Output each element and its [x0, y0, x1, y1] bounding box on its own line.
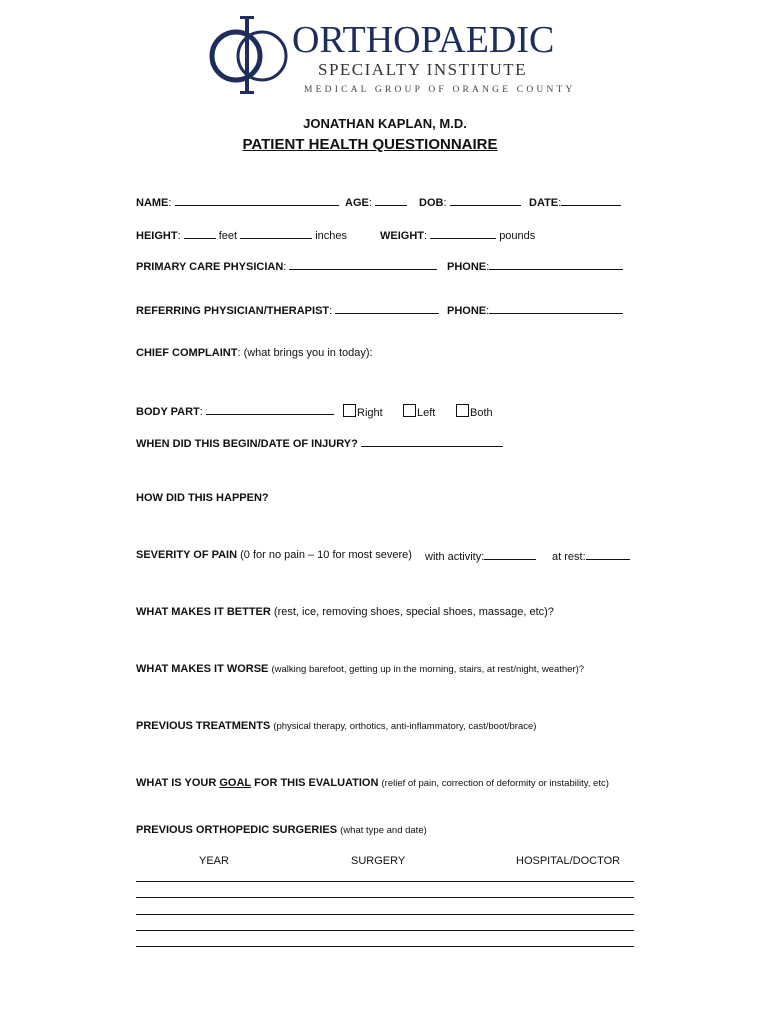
- left-checkbox[interactable]: [403, 404, 416, 417]
- pcp-phone-field[interactable]: [489, 259, 623, 270]
- dob-field[interactable]: [450, 195, 521, 206]
- right-checkbox[interactable]: [343, 404, 356, 417]
- worse-question[interactable]: [136, 663, 584, 675]
- age-field[interactable]: [375, 195, 407, 206]
- both-option[interactable]: [456, 404, 493, 419]
- pounds-unit: pounds: [499, 230, 536, 242]
- weight-field[interactable]: [430, 228, 496, 239]
- severity-label: SEVERITY OF PAIN: [136, 549, 238, 561]
- left-option[interactable]: [403, 404, 435, 419]
- began-label: WHEN DID THIS BEGIN/DATE OF INJURY?: [136, 438, 358, 450]
- pcp-label: PRIMARY CARE PHYSICIAN: [136, 261, 284, 273]
- chief-hint: (what brings you in today):: [243, 347, 373, 359]
- treatments-question[interactable]: [136, 720, 536, 732]
- height-inches-field[interactable]: [240, 228, 312, 239]
- left-label: Left: [417, 407, 436, 419]
- inches-unit: inches: [315, 230, 348, 242]
- logo: [208, 14, 576, 100]
- goal-question[interactable]: [136, 777, 609, 789]
- right-label: Right: [357, 407, 383, 419]
- name-row: NAME:: [136, 195, 339, 209]
- date-label: DATE: [529, 197, 559, 209]
- table-row[interactable]: [136, 914, 634, 915]
- logo-title: ORTHOPAEDIC: [292, 19, 555, 61]
- col-hospital-header: HOSPITAL/DOCTOR: [516, 855, 621, 867]
- worse-label: WHAT MAKES IT WORSE: [136, 663, 269, 675]
- table-row[interactable]: [136, 881, 634, 882]
- pcp-phone-label: PHONE: [447, 261, 487, 273]
- with-activity-field[interactable]: [484, 549, 536, 560]
- form-title: PATIENT HEALTH QUESTIONNAIRE: [242, 136, 498, 153]
- both-checkbox[interactable]: [456, 404, 469, 417]
- feet-unit: feet: [218, 230, 238, 242]
- treatments-label: PREVIOUS TREATMENTS: [136, 720, 271, 732]
- better-question[interactable]: [136, 606, 554, 618]
- chief-label: CHIEF COMPLAINT: [136, 347, 238, 359]
- better-hint: (rest, ice, removing shoes, special shoes, massage, etc)?: [273, 606, 554, 618]
- ref-phone-label: PHONE: [447, 305, 487, 317]
- treatments-hint: (physical therapy, orthotics, anti-inflammatory, cast/boot/brace): [273, 721, 537, 732]
- pcp-field[interactable]: [289, 259, 437, 270]
- osi-monogram-icon: [208, 16, 290, 94]
- right-option[interactable]: [343, 404, 383, 419]
- goal-hint: (relief of pain, correction of deformity or instability, etc): [381, 778, 609, 789]
- how-label[interactable]: HOW DID THIS HAPPEN?: [136, 492, 269, 504]
- surgeries-hint: (what type and date): [340, 825, 427, 836]
- body-part-label: BODY PART: [136, 406, 200, 418]
- surgeries-label: PREVIOUS ORTHOPEDIC SURGERIES: [136, 824, 338, 836]
- goal-word: GOAL: [219, 777, 252, 789]
- at-rest-label: at rest:: [552, 551, 586, 563]
- age-label: AGE: [345, 197, 369, 209]
- chief-complaint[interactable]: CHIEF COMPLAINT: (what brings you in today):: [136, 347, 373, 359]
- name-field[interactable]: [175, 195, 339, 206]
- logo-tagline: MEDICAL GROUP OF ORANGE COUNTY: [304, 85, 576, 95]
- began-field[interactable]: [361, 436, 503, 447]
- at-rest-field[interactable]: [586, 549, 630, 560]
- col-year-header: YEAR: [199, 855, 229, 867]
- date-field[interactable]: [561, 195, 621, 206]
- referring-label: REFERRING PHYSICIAN/THERAPIST: [136, 305, 330, 317]
- col-surgery-header: SURGERY: [351, 855, 406, 867]
- both-label: Both: [470, 407, 493, 419]
- better-label: WHAT MAKES IT BETTER: [136, 606, 271, 618]
- ref-phone-field[interactable]: [489, 303, 623, 314]
- goal-pre: WHAT IS YOUR: [136, 777, 217, 789]
- dob-label: DOB: [419, 197, 444, 209]
- name-label: NAME: [136, 197, 169, 209]
- worse-hint: (walking barefoot, getting up in the morning, stairs, at rest/night, weather)?: [271, 664, 585, 675]
- weight-label: WEIGHT: [380, 230, 424, 242]
- with-activity-label: with activity:: [425, 551, 485, 563]
- referring-field[interactable]: [335, 303, 439, 314]
- height-feet-field[interactable]: [184, 228, 216, 239]
- goal-post: FOR THIS EVALUATION: [254, 777, 379, 789]
- doctor-name: JONATHAN KAPLAN, M.D.: [303, 116, 467, 131]
- severity-hint: (0 for no pain – 10 for most severe): [240, 549, 412, 561]
- table-row[interactable]: [136, 897, 634, 898]
- body-part-field[interactable]: [206, 404, 334, 415]
- table-row[interactable]: [136, 946, 634, 947]
- table-row[interactable]: [136, 930, 634, 931]
- logo-subtitle: SPECIALTY INSTITUTE: [318, 60, 528, 79]
- height-label: HEIGHT: [136, 230, 178, 242]
